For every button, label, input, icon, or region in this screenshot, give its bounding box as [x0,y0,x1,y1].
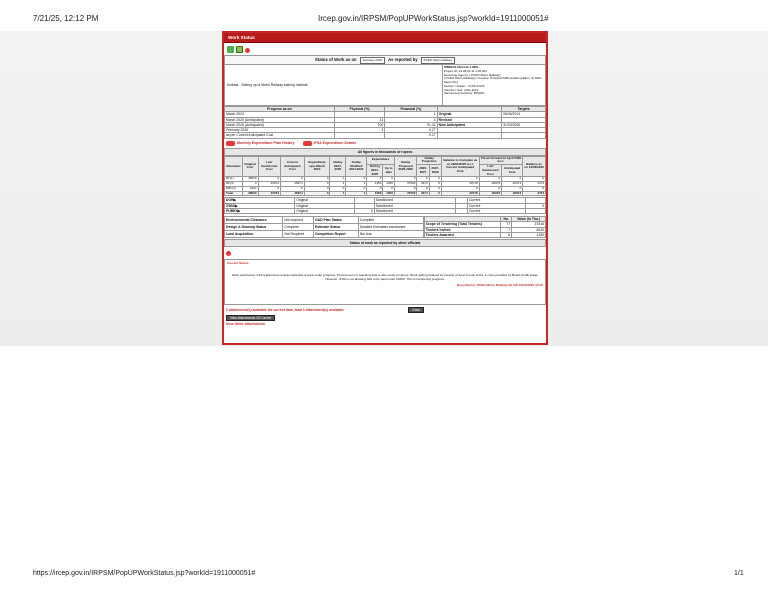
cell: Complete [358,217,423,224]
cell: 3473 [523,191,546,196]
target-date [502,133,546,138]
financial-value: 0.27 [385,128,437,133]
cell: 77 [501,222,512,227]
col-balance: Balance to Complete as on 28/02/2025 w.r.t. Current Anticipated Cost [441,156,479,177]
cell: 3473 [523,182,546,187]
tender-value-header: Value (In Tho.) [512,217,546,222]
figures-note: All figures in thousands of rupees [224,148,546,156]
cell: Sanctioned [374,198,455,203]
financial-value: 4 [385,117,437,122]
cell: Not due [358,231,423,238]
cell: 1356 [383,191,394,196]
print-page-number: 1/1 [734,570,744,577]
physical-value: 13 [334,117,384,122]
ir-logo-icon [303,141,312,146]
current-status-label: Current Status : [227,261,251,266]
fund-name[interactable]: PUBEX▶ [225,208,295,213]
status-label: Status of Work as on [315,57,357,63]
cell: Completion Report [313,231,358,238]
cell: 0 [367,177,383,182]
work-detail: Sanction Year: 2011-2012 [444,87,479,92]
cell: Design & Drawing Status [225,224,283,231]
cell: 0 [429,182,441,187]
cell: 0 [242,182,258,187]
cell: Environmental Clearance [225,217,283,224]
cell: 0 [479,186,501,191]
cell: 1 [346,191,367,196]
cell: 1356 [367,191,383,196]
cell: GAD Plan Status [313,217,358,224]
cell: 40974 [258,182,280,187]
cell: Scope of Tendering (Total Tenders) [424,222,501,227]
cell: 0 [479,177,501,182]
status-bar [224,55,546,65]
cell: RF(1) [225,177,243,182]
financial-value: 1 [385,112,437,117]
officials-bar: Status of work as reported by other officials [224,239,546,247]
target-date: 31/03/2026 [502,122,546,127]
cell: 37816 [512,222,546,227]
target-type: Now Anticipated [437,122,502,127]
cell: Not Required [283,231,314,238]
cell: Sanctioned [374,208,455,213]
col-last-sanctioned: Last Sanctioned Cost [258,156,280,177]
table-row [225,231,424,238]
work-detail: Executing Agency: [ PCEO Metro Railway] [444,72,501,77]
work-detail: Sanctioning Authority: BOARD [444,91,485,96]
col-expenditure-group: Expenditure [367,156,395,165]
expenditure-table [224,156,546,197]
cell: 1 [330,191,346,196]
cell: Current [467,203,525,208]
target-type: Revised [437,117,502,122]
cell: 0 [304,191,330,196]
cell: 0 [417,186,429,191]
attachments-actions [224,315,546,326]
cell: Complete [283,224,314,231]
physical-header: Physical (%) [334,107,384,112]
attachments-note: 0 Attachment(s) available for current date, total 3 Attachment(s) available. [226,308,345,313]
cell: Not required [283,217,314,224]
cell: Tenders Awarded [424,232,501,237]
cell: 6 [501,232,512,237]
physical-value [334,133,384,138]
clearance-section [224,216,546,238]
col-balance-2026: Balance as on 31/03/2026 [523,156,546,177]
cell: 0 [330,177,346,182]
physical-value: 100 [334,122,384,127]
cell: 0 [383,186,394,191]
col-outlay-projection-group: Outlay Projection [417,156,441,165]
monthly-plan-label: Monthly Expenditure Plan History [237,140,295,145]
cell: Tenders Invited [424,227,501,232]
current-status-box [224,259,546,305]
cell: 0 [526,203,546,208]
work-info [224,65,546,106]
col-outlay-modified: Outlay Modified 2024-2025 [346,156,367,177]
cell: 7 [501,227,512,232]
cell: RF(4) [225,182,243,187]
ir-logo-icon [226,141,235,146]
target-date: 06/06/2014 [502,112,546,117]
cell: 0 [354,208,374,213]
col-outlay: Outlay 2024-2025 [330,156,346,177]
table-row [225,133,546,138]
cell: 0 [429,177,441,182]
col-2027-28: 2027-2028 [429,165,441,177]
current-status-text: Work sanctioned. Civil & Electrical contract awarded & work under progress. Procurement of teaching aids is also under progress. Work getting delayed for paucity of fund. Funds of Rs. 1 crore provided by Board at RE stage. However, IFSA is not allowing bills to be paid under DRDS. This is hampering progress. [231,273,539,281]
print-title: Ircep.gov.in/IRPSM/PopUPWorkStatus.jsp?workId=1911000051# [318,14,549,23]
col-exp-upto: Expenditure upto March 2024 [304,156,330,177]
cell: -40973 [479,182,501,187]
cell: 0 [417,177,429,182]
cell [455,208,467,213]
cell: 0 [523,177,546,182]
window-titlebar [224,33,546,43]
cell: Total [225,191,243,196]
tender-table [424,216,546,238]
progress-date: March 2024 [225,112,335,117]
physical-value: 3 [334,128,384,133]
cell: Land Acquisition [225,231,283,238]
cell: Current [467,208,525,213]
cell: 0 [258,177,280,182]
cell: 3474 [417,182,429,187]
cell: 0 [394,177,417,182]
financial-value: 0.27 [385,133,437,138]
work-details [442,65,545,105]
close-button[interactable]: Close [408,307,424,313]
cell: 0 [346,186,367,191]
reporter-select[interactable]: PCEO Metro Railway [421,57,455,64]
target-type: Original [437,112,502,117]
print-datetime: 7/21/25, 12:12 PM [33,14,99,23]
cell: 0 [346,177,367,182]
cell: 40973 [502,191,523,196]
cell: RRF(3) [225,186,243,191]
ifsa-label: IFSA Expenditure Details [313,140,357,145]
funds-table [224,197,546,214]
cell: 37500 [394,191,417,196]
cell: 0 [394,186,417,191]
cell: 1356 [367,182,383,187]
cell: 40974 [280,182,304,187]
cell: 38000 [242,177,258,182]
col-uptodate: Up to date [383,165,394,177]
col-original-cost: Original Cost [242,156,258,177]
month-select[interactable]: February 2025 [360,57,386,64]
cell: 0 [441,177,479,182]
progress-date: as per Current Anticipated Cost [225,133,335,138]
work-name: Kolkata - Setting up of Metro Railway training Institute [227,82,308,87]
cell: -40973 [502,182,523,187]
cell: 0 [429,186,441,191]
col-2026-27: 2026-2027 [417,165,429,177]
table-row [225,191,546,196]
table-row [225,224,424,231]
financial-header: Financial (%) [385,107,437,112]
table-row [225,208,546,213]
cell: 0 [502,177,523,182]
cell: 3474 [417,191,429,196]
ifsa-link[interactable] [303,141,357,146]
cell [526,208,546,213]
cell: 1356 [383,182,394,187]
cell: 0 [304,177,330,182]
cell: 0 [429,191,441,196]
toolbar [224,43,546,55]
view-attachments-button[interactable]: View Attachments Of Current [226,315,275,321]
cell: 0 [304,182,330,187]
cell: 0 [280,177,304,182]
expenditure-links [224,139,546,148]
cell: 40974 [280,191,304,196]
attachments-row [224,305,546,315]
cell: 38000 [242,191,258,196]
progress-header: Progress as on [225,107,335,112]
cell: 40973 [479,191,501,196]
col-throw-forward-group: Throw Forward in April 2026 w.r.t. [480,155,521,164]
cell: Original [295,203,355,208]
cell: 0 [502,186,523,191]
cell: 0 [330,186,346,191]
cell: 4180 [512,232,546,237]
fund-name[interactable]: DOR▶ [225,198,295,203]
col-outlay-proposed: Outlay Proposed 2025-2026 [394,156,417,177]
cell: 40974 [258,191,280,196]
cell: 6026 [512,227,546,232]
progress-date: March 2026 (Anticipated) [225,122,335,127]
cell: 1 [346,182,367,187]
cell: 1 [330,182,346,187]
cell: 0 [383,177,394,182]
col-current-anticipated: Current Anticipated Cost [280,156,304,177]
targets-header: Targets [502,107,546,112]
cell: Detailed Estimates sanctioned [358,224,423,231]
tender-no-header: No. [501,217,512,222]
cell: Sanctioned [374,203,455,208]
cell: 4402 [242,186,258,191]
work-detail: Section / Station : KCMI-KAVS [444,83,485,88]
col-allocation: Allocation [225,156,243,177]
cell: 39718 [441,182,479,187]
cell: 39718 [441,191,479,196]
col-during: During 2024-2025 [367,165,383,177]
cell: Estimate Status [313,224,358,231]
monthly-plan-link[interactable] [226,141,295,146]
print-icon[interactable] [227,46,234,53]
excel-icon[interactable] [236,46,243,53]
table-row [225,217,424,224]
cell: 0 [304,186,330,191]
work-status-window [222,31,548,345]
table-row [424,232,545,237]
cell: Original [295,208,355,213]
clearance-table [224,216,424,238]
close-icon[interactable] [245,48,250,53]
cell: Current [467,198,525,203]
cell: 37500 [394,182,417,187]
collapse-toggle[interactable] [224,247,546,259]
view-other-attachments-link[interactable]: View Other Attachments [226,322,266,327]
fund-name[interactable]: ZSBS▶ [225,203,295,208]
reported-by: Reported by: PCEO Metro Railway AE ON 24/02/2025 12:45 [456,282,543,287]
progress-date: February 2025 [225,128,335,133]
work-detail: [ PCEO Metro Railway] [ Creative, Principal IMRI Academy/Ellen, Sr DEN Metro Rly] [444,76,542,84]
cell: Original [295,198,355,203]
cell: 0 [367,186,383,191]
work-detail: WMIS/31.08.04.11.1.2801 [444,65,479,69]
cell: 0 [280,186,304,191]
print-footer-url: https://ircep.gov.in/IRPSM/PopUPWorkStatus.jsp?workId=1911000051# [33,570,256,577]
cell: 0 [258,186,280,191]
cell: 0 [523,186,546,191]
work-detail: Project ID: 21.08.04.11.1.06.001 [444,68,487,73]
col-tf-last: Last Sanctioned Cost [479,165,501,177]
reported-by-label: As reported by [388,57,418,63]
progress-table [224,106,546,139]
target-type [437,133,502,138]
minus-circle-icon[interactable] [226,251,231,256]
window-title: Work Status [228,35,255,40]
financial-value: 91.32 [385,122,437,127]
progress-date: March 2025 (Anticipated) [225,117,335,122]
cell: 0 [441,186,479,191]
col-tf-anticipated: Anticipated Cost [502,165,523,177]
